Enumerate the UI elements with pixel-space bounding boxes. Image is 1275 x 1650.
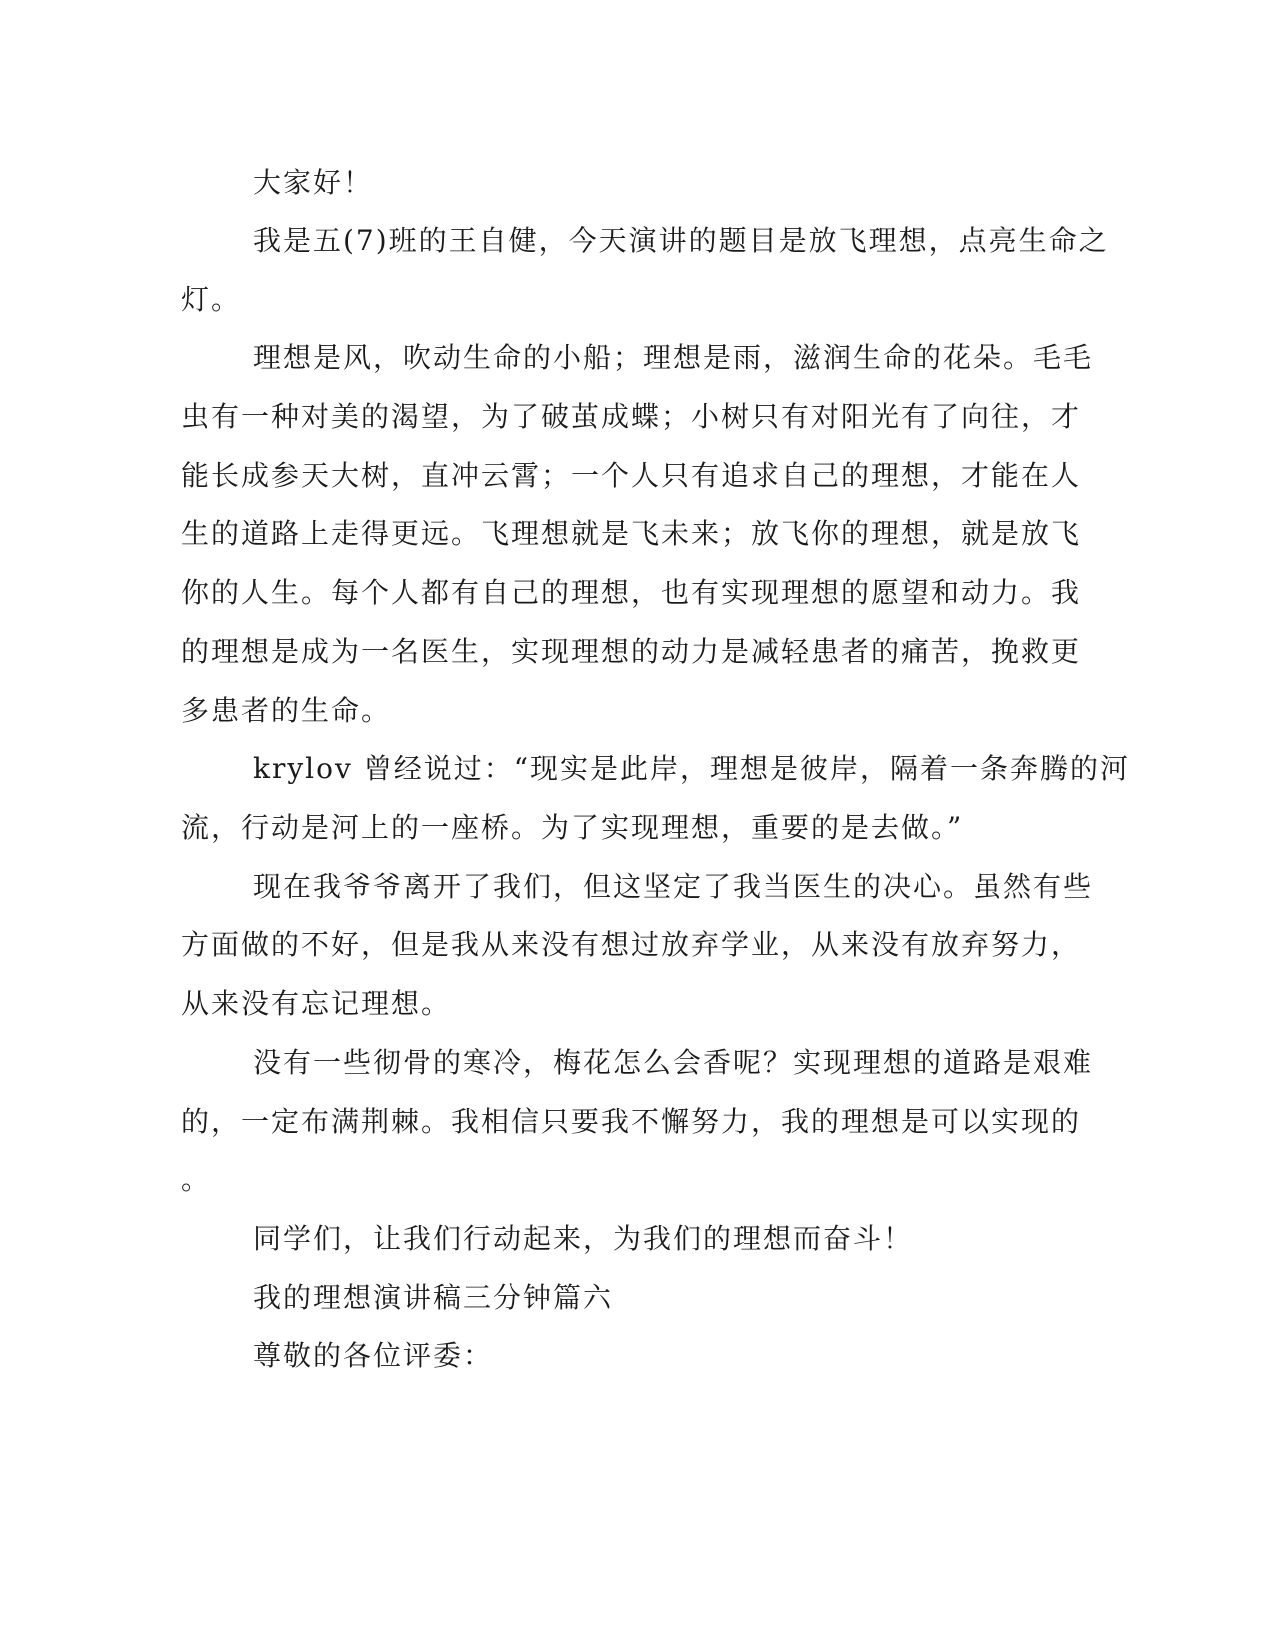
plum-line-1: 没有一些彻骨的寒冷，梅花怎么会香呢？实现理想的道路是艰难 bbox=[253, 1046, 1094, 1079]
greeting-line: 大家好！ bbox=[253, 166, 374, 199]
closing-line: 同学们，让我们行动起来，为我们的理想而奋斗！ bbox=[253, 1222, 914, 1255]
grandfather-line-1: 现在我爷爷离开了我们，但这坚定了我当医生的决心。虽然有些 bbox=[253, 870, 1094, 903]
body-paragraph-1-line-3: 能长成参天大树，直冲云霄；一个人只有追求自己的理想，才能在人 bbox=[181, 459, 1082, 492]
plum-line-3: 。 bbox=[181, 1163, 212, 1196]
grandfather-line-2: 方面做的不好，但是我从来没有想过放弃学业，从来没有放弃努力， bbox=[181, 928, 1082, 961]
body-paragraph-1-line-5: 你的人生。每个人都有自己的理想，也有实现理想的愿望和动力。我 bbox=[181, 576, 1082, 609]
body-paragraph-1-line-7: 多患者的生命。 bbox=[181, 694, 392, 727]
body-paragraph-1-line-1: 理想是风，吹动生命的小船；理想是雨，滋润生命的花朵。毛毛 bbox=[253, 341, 1094, 374]
section-heading: 我的理想演讲稿三分钟篇六 bbox=[253, 1281, 614, 1314]
quote-line-1: krylov 曾经说过：“现实是此岸，理想是彼岸，隔着一条奔腾的河 bbox=[253, 752, 1131, 785]
body-paragraph-1-line-2: 虫有一种对美的渴望，为了破茧成蝶；小树只有对阳光有了向往，才 bbox=[181, 400, 1082, 433]
intro-line-1: 我是五(7)班的王自健，今天演讲的题目是放飞理想，点亮生命之 bbox=[253, 224, 1109, 257]
salutation-line: 尊敬的各位评委： bbox=[253, 1339, 494, 1372]
intro-line-2: 灯。 bbox=[181, 283, 242, 316]
body-paragraph-1-line-6: 的理想是成为一名医生，实现理想的动力是减轻患者的痛苦，挽救更 bbox=[181, 635, 1082, 668]
body-paragraph-1-line-4: 生的道路上走得更远。飞理想就是飞未来；放飞你的理想，就是放飞 bbox=[181, 517, 1082, 550]
quote-line-2: 流，行动是河上的一座桥。为了实现理想，重要的是去做。” bbox=[181, 811, 964, 844]
grandfather-line-3: 从来没有忘记理想。 bbox=[181, 987, 452, 1020]
plum-line-2: 的，一定布满荆棘。我相信只要我不懈努力，我的理想是可以实现的 bbox=[181, 1105, 1082, 1138]
